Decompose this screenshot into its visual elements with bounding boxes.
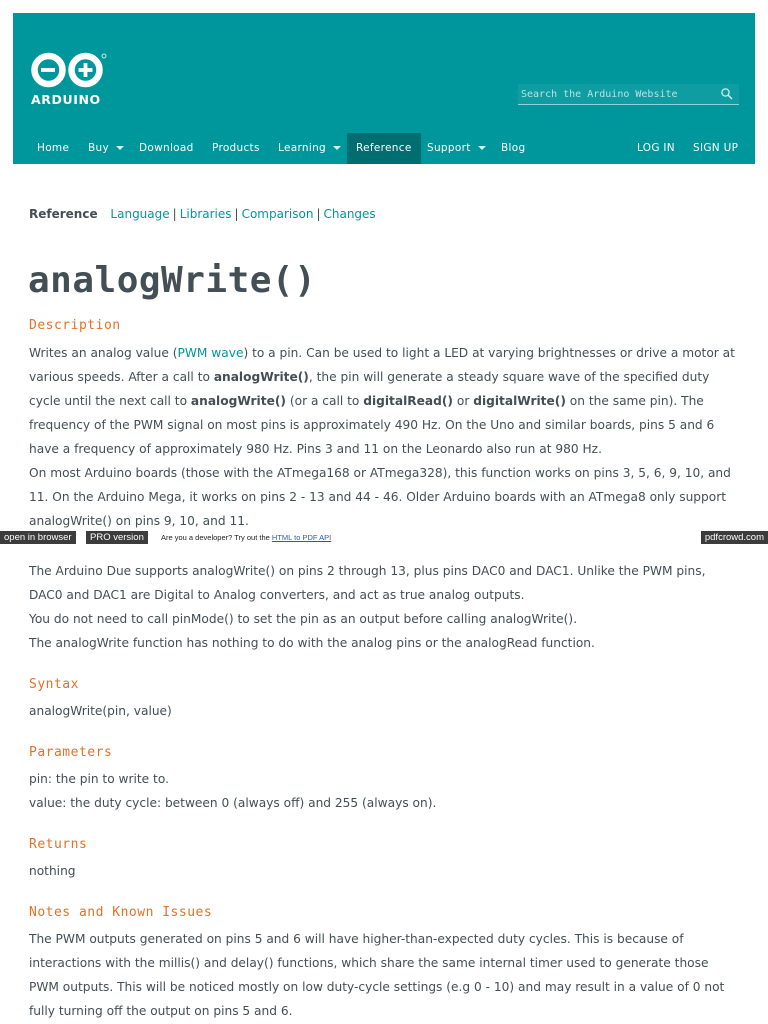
caret-down-icon bbox=[116, 146, 124, 150]
breadcrumb-reference: Reference bbox=[29, 207, 98, 221]
caret-down-icon bbox=[333, 146, 341, 150]
login-label: LOG IN bbox=[637, 142, 675, 154]
main-nav bbox=[13, 133, 755, 164]
nav-blog[interactable] bbox=[493, 133, 533, 164]
notes-text: The PWM outputs generated on pins 5 and 6 will have higher-than-expected duty cycles. This is because of interactions with the millis() and delay() functions, which share the same internal timer used to generate those PWM outputs. This will be noticed mostly on low duty-cycle settings (e.g 0 - 10) and may result in a value of 0 not fully turning off the output on pins 5 and 6. bbox=[29, 932, 725, 1018]
text-run: on the same pin). The frequency of the PWM signal on most pins is approximately 490 Hz. On the Uno and similar boards, pins 5 and 6 have a frequency of approximately 980 Hz. Pins 3 and 11 on the Leonardo also run at 980 Hz. bbox=[29, 394, 715, 456]
code-term: digitalWrite() bbox=[473, 394, 566, 408]
code-term: analogWrite() bbox=[213, 370, 309, 384]
description-paragraph-2: On most Arduino boards (those with the ATmega168 or ATmega328), this function works on pins 3, 5, 6, 9, 10, and 11. On the Arduino Mega, it works on pins 2 - 13 and 44 - 46. Older Arduino boards with an ATmega8 only support analogWrite() on pins 9, 10, and 11. bbox=[29, 466, 731, 528]
nav-products-label: Products bbox=[212, 142, 260, 154]
signup-link[interactable] bbox=[685, 133, 746, 164]
breadcrumb-libraries-link[interactable]: Libraries bbox=[179, 207, 232, 221]
pwm-wave-link[interactable]: PWM wave bbox=[177, 346, 244, 360]
breadcrumb-changes-link[interactable]: Changes bbox=[323, 207, 376, 221]
parameter-value: value: the duty cycle: between 0 (always off) and 255 (always on). bbox=[29, 796, 437, 810]
html-to-pdf-api-link[interactable]: HTML to PDF API bbox=[271, 533, 332, 542]
nav-buy[interactable] bbox=[80, 133, 132, 164]
pdf-toolbar bbox=[0, 531, 768, 544]
search-icon[interactable] bbox=[720, 87, 734, 101]
pdfcrowd-brand-link[interactable]: pdfcrowd.com bbox=[701, 531, 768, 544]
breadcrumb-language-link[interactable]: Language bbox=[110, 207, 170, 221]
parameters-heading: Parameters bbox=[29, 745, 113, 760]
open-in-browser-button[interactable]: open in browser bbox=[0, 531, 76, 544]
signup-label: SIGN UP bbox=[693, 142, 739, 154]
search-input[interactable] bbox=[521, 87, 717, 102]
logo-wordmark: ARDUINO bbox=[31, 92, 101, 107]
nav-home-label: Home bbox=[37, 142, 70, 154]
syntax-heading: Syntax bbox=[29, 677, 79, 692]
syntax-text: analogWrite(pin, value) bbox=[29, 704, 172, 718]
text-run: , the pin will generate a steady square wave of the specified duty cycle until the next call to bbox=[29, 370, 710, 408]
nav-reference-label: Reference bbox=[356, 142, 412, 154]
breadcrumb-separator: | bbox=[234, 207, 239, 221]
text-run: ) to a pin. Can be used to light a LED at varying brightnesses or drive a motor at various speeds. After a call to bbox=[29, 346, 735, 384]
nav-learning[interactable] bbox=[270, 133, 349, 164]
code-term: analogWrite() bbox=[190, 394, 286, 408]
nav-learning-label: Learning bbox=[278, 142, 326, 154]
text-run: (or a call to bbox=[285, 394, 364, 408]
notes-heading: Notes and Known Issues bbox=[29, 905, 213, 920]
developer-promo-text: Are you a developer? Try out the bbox=[161, 533, 272, 542]
pro-version-button[interactable]: PRO version bbox=[86, 531, 148, 544]
nav-buy-label: Buy bbox=[88, 142, 109, 154]
returns-heading: Returns bbox=[29, 837, 88, 852]
breadcrumb-comparison-link[interactable]: Comparison bbox=[241, 207, 314, 221]
nav-reference[interactable] bbox=[347, 133, 421, 164]
breadcrumb-separator: | bbox=[172, 207, 177, 221]
caret-down-icon bbox=[478, 146, 486, 150]
nav-blog-label: Blog bbox=[501, 142, 526, 154]
code-term: digitalRead() bbox=[363, 394, 454, 408]
returns-text: nothing bbox=[29, 864, 76, 878]
description-paragraph-4: You do not need to call pinMode() to set the pin as an output before calling analogWrite(). bbox=[29, 612, 578, 626]
arduino-infinity-logo-icon bbox=[29, 51, 109, 93]
nav-support-label: Support bbox=[427, 142, 471, 154]
site-header bbox=[13, 13, 755, 164]
text-run: Writes an analog value ( bbox=[29, 346, 178, 360]
search-box bbox=[518, 84, 739, 105]
nav-download[interactable] bbox=[131, 133, 202, 164]
nav-home[interactable] bbox=[29, 133, 77, 164]
description-heading: Description bbox=[29, 318, 121, 333]
developer-promo bbox=[161, 532, 331, 543]
parameter-pin: pin: the pin to write to. bbox=[29, 772, 169, 786]
nav-download-label: Download bbox=[139, 142, 194, 154]
description-paragraph-3: The Arduino Due supports analogWrite() on pins 2 through 13, plus pins DAC0 and DAC1. Unlike the PWM pins, DAC0 and DAC1 are Digital to Analog converters, and act as true analog outputs. bbox=[29, 564, 706, 602]
text-run: or bbox=[453, 394, 474, 408]
page-title: analogWrite() bbox=[28, 260, 317, 301]
description-paragraph-5: The analogWrite function has nothing to do with the analog pins or the analogRead function. bbox=[29, 636, 595, 650]
login-link[interactable] bbox=[629, 133, 683, 164]
breadcrumb bbox=[29, 207, 376, 221]
description-paragraph-1 bbox=[29, 341, 741, 461]
breadcrumb-separator: | bbox=[316, 207, 321, 221]
nav-support[interactable] bbox=[419, 133, 494, 164]
nav-products[interactable] bbox=[204, 133, 268, 164]
